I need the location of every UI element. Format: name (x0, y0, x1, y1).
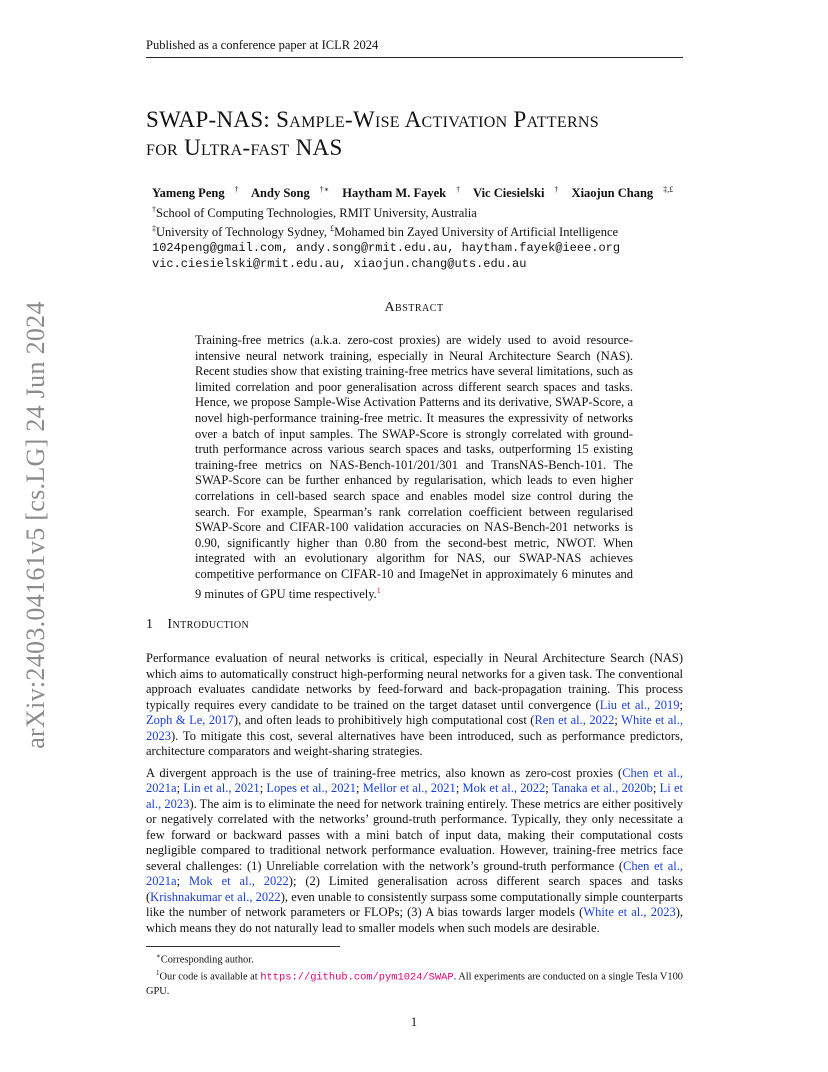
citation-link[interactable]: Mellor et al., 2021 (362, 781, 456, 795)
footnotes (146, 950, 683, 999)
citation-link[interactable]: Mok et al., 2022 (189, 874, 289, 888)
author-names (152, 182, 712, 201)
citation-link[interactable]: Liu et al., 2019 (599, 697, 680, 712)
citation-link[interactable]: Chen et al., 2021a (146, 858, 683, 888)
citation-link[interactable]: Mok et al., 2022 (462, 781, 546, 795)
citation-link[interactable]: Ren et al., 2022 (534, 713, 615, 727)
paper-title: SWAP-NAS: Sample-Wise Activation Patterns for Ultra-fast NAS (146, 107, 599, 160)
citation-link[interactable]: Lopes et al., 2021 (266, 781, 357, 795)
author-emails: 1024peng@gmail.com, andy.song@rmit.edu.au, haytham.fayek@ieee.org (152, 241, 621, 256)
section-heading: 1 Introduction (146, 617, 250, 632)
author: Haytham M. Fayek † (342, 185, 461, 201)
footnote: $^1$Our code is available at https://github.com/pym1024/SWAP. All experiments are conducted on a single Tesla V100 GPU. (146, 969, 683, 997)
page-number: 1 (410, 1015, 418, 1029)
citation-link[interactable]: Tanaka et al., 2020b (551, 781, 653, 795)
arxiv-identifier[interactable]: arXiv:2403.04161v5 [cs.LG] 24 Jun 2024 (21, 301, 50, 749)
affiliation-1: †School of Computing Technologies, RMIT University, Australia (152, 205, 477, 221)
abstract-heading: Abstract (384, 300, 444, 315)
author: Vic Ciesielski † (473, 185, 559, 201)
footnote-link[interactable]: 1 (376, 585, 381, 595)
author-block (152, 182, 712, 272)
author: Yameng Peng † (152, 185, 239, 201)
code-url-link[interactable]: https://github.com/pym1024/SWAP (260, 971, 454, 984)
footnote: ∗Corresponding author. (156, 952, 254, 966)
paragraph: A divergent approach is the use of training-free metrics, also known as zero-cost proxies (Chen et al., 2021a; Lin et al., 2021; Lopes et al., 2021; Mellor et al., 2021; Mok et al., 2022; Tanaka et al., 2020b; Li et al., 2023). The aim is to eliminate the need for network training entirely. These metrics are either positively or negatively correlated with the networks’ ground-truth performance. Typically, they only necessitate a few forward or backward passes with a mini batch of input data, making their computational costs negligible compared to traditional network performance evaluation. However, training-free metrics face several challenges: (1) Unreliable correlation with the network’s ground-truth performance (Chen et al., 2021a; Mok et al., 2022); (2) Limited generalisation across different search spaces and tasks (Krishnakumar et al., 2022), even unable to consistently surpass some computationally simple counterparts like the number of network parameters or FLOPs; (3) A bias towards larger models (White et al., 2023), which means they do not naturally lead to smaller models when such models are desirable. (146, 765, 684, 935)
citation-link[interactable]: White et al., 2023 (146, 713, 683, 743)
author: Xiaojun Chang ‡,£ (571, 185, 674, 201)
introduction-body (146, 651, 683, 942)
citation-link[interactable]: Zoph & Le, 2017 (146, 713, 234, 727)
citation-link[interactable]: Chen et al., 2021a (146, 765, 683, 795)
footnote-divider (146, 946, 340, 947)
affiliation-2: ‡University of Technology Sydney, £Mohamed bin Zayed University of Artificial Intelligence (152, 224, 619, 240)
author-emails: vic.ciesielski@rmit.edu.au, xiaojun.chang@uts.edu.au (152, 257, 527, 272)
arxiv-stamp (12, 290, 60, 760)
author: Andy Song †∗ (251, 185, 330, 201)
running-header: Published as a conference paper at ICLR 2024 (146, 38, 683, 58)
citation-link[interactable]: Li et al., 2023 (146, 781, 684, 811)
citation-link[interactable]: White et al., 2023 (583, 905, 676, 919)
paragraph: Performance evaluation of neural networks is critical, especially in Neural Architecture Search (NAS) which aims to automatically construct high-performing neural networks for a given task. The conventional approach evaluates candidate networks by feed-forward and back-propagation training. This process typically requires every candidate to be trained on the target dataset until convergence (Liu et al., 2019; Zoph & Le, 2017), and often leads to prohibitively high computational cost (Ren et al., 2022; White et al., 2023). To mitigate this cost, several alternatives have been introduced, such as performance predictors, architecture comparators and weight-sharing strategies. (146, 651, 683, 758)
abstract-text: Training-free metrics (a.k.a. zero-cost proxies) are widely used to avoid resource-intensive neural network training, especially in Neural Architecture Search (NAS). Recent studies show that existing training-free metrics have several limitations, such as limited correlation and poor generalisation across different search spaces and tasks. Hence, we propose Sample-Wise Activation Patterns and its derivative, SWAP-Score, a novel high-performance training-free metric. It measures the expressivity of networks over a batch of input samples. The SWAP-Score is strongly correlated with ground-truth performance across various search spaces and tasks, outperforming 15 existing training-free metrics on NAS-Bench-101/201/301 and TransNAS-Bench-101. The SWAP-Score can be further enhanced by regularisation, which leads to even higher correlations in cell-based search space and enables model size control during the search. For example, Spearman’s rank correlation coefficient between regularised SWAP-Score and CIFAR-100 validation accuracies on NAS-Bench-201 networks is 0.90, significantly higher than 0.80 from the second-best metric, NWOT. When integrated with an evolutionary algorithm for NAS, our SWAP-NAS achieves competitive performance on CIFAR-10 and ImageNet in approximately 6 minutes and 9 minutes of GPU time respectively.$^1$ (195, 333, 633, 601)
citation-link[interactable]: Lin et al., 2021 (183, 781, 260, 795)
citation-link[interactable]: Krishnakumar et al., 2022 (150, 889, 281, 904)
